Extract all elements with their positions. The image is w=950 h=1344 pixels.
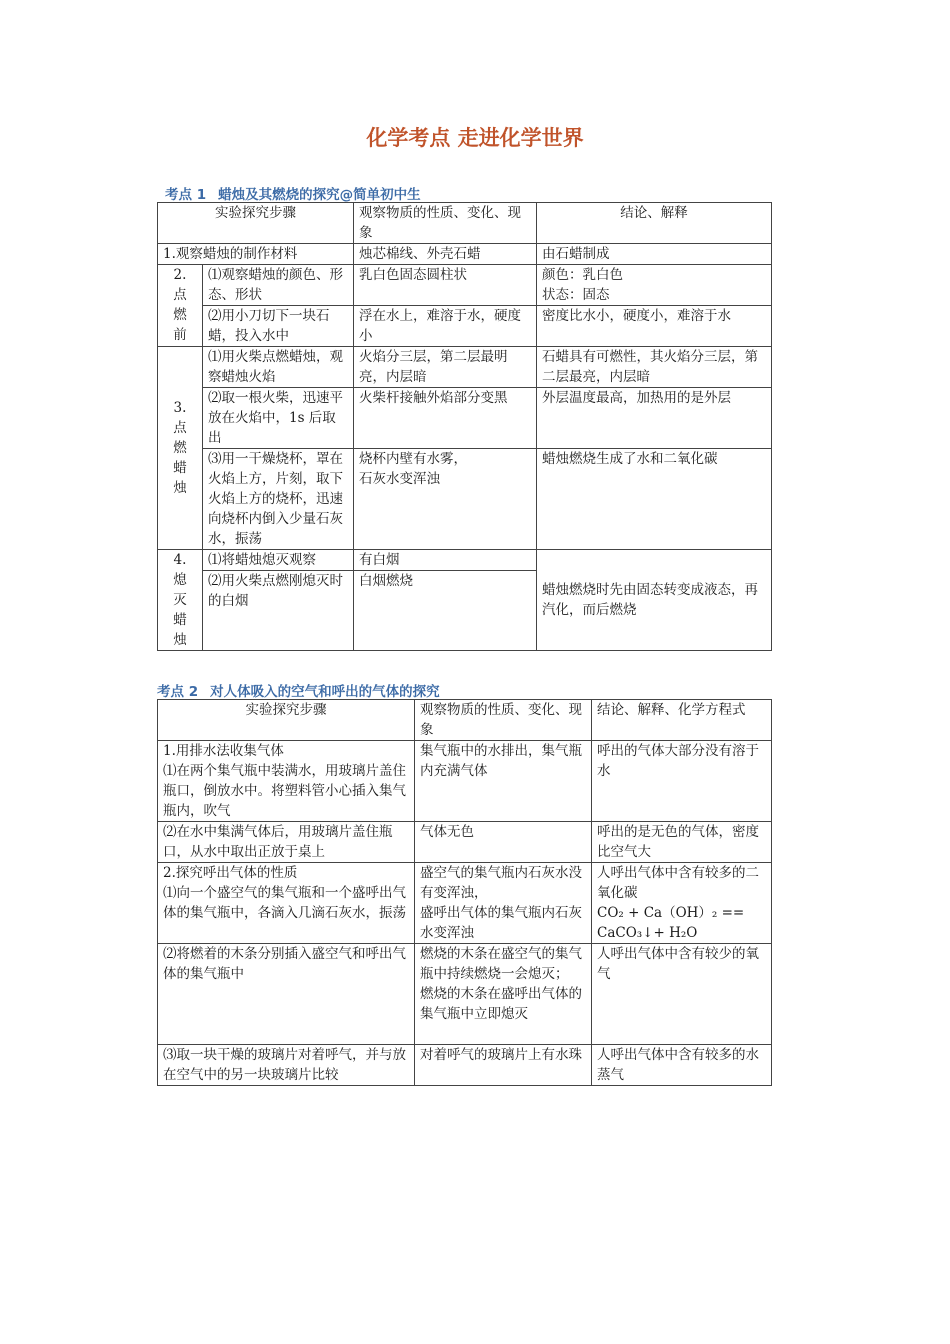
observation-cell: 火焰分三层，第二层最明亮，内层暗 xyxy=(354,347,537,388)
group-label: 4. 熄 灭 蜡 烛 xyxy=(158,550,203,651)
step-cell: 1.用排水法收集气体 ⑴在两个集气瓶中装满水，用玻璃片盖住瓶口，倒放水中。将塑料管小心插入集气瓶内，吹气 xyxy=(158,741,415,822)
observation-cell: 烛芯棉线、外壳石蜡 xyxy=(354,244,537,265)
table-row xyxy=(158,306,772,347)
table-row xyxy=(158,449,772,550)
observation-cell: 对着呼气的玻璃片上有水珠 xyxy=(415,1045,592,1086)
observation-cell: 集气瓶中的水排出，集气瓶内充满气体 xyxy=(415,741,592,822)
observation-cell: 火柴杆接触外焰部分变黑 xyxy=(354,388,537,449)
table-row xyxy=(158,822,772,863)
table-row xyxy=(158,863,772,944)
step-cell: 2.探究呼出气体的性质 ⑴向一个盛空气的集气瓶和一个盛呼出气体的集气瓶中，各滴入几滴石灰水，振荡 xyxy=(158,863,415,944)
section2-label: 考点 2 xyxy=(157,684,199,700)
section1-label: 考点 1 xyxy=(165,187,207,203)
conclusion-cell: 蜡烛燃烧时先由固态转变成液态，再汽化，而后燃烧 xyxy=(537,550,772,651)
conclusion-cell: 石蜡具有可燃性，其火焰分三层，第二层最亮，内层暗 xyxy=(537,347,772,388)
header-steps: 实验探究步骤 xyxy=(158,203,354,244)
header-observation: 观察物质的性质、变化、现象 xyxy=(415,700,592,741)
conclusion-cell: 由石蜡制成 xyxy=(537,244,772,265)
conclusion-text: 人呼出气体中含有较多的二氧化碳 xyxy=(597,865,759,901)
header-steps: 实验探究步骤 xyxy=(158,700,415,741)
step-cell: ⑶用一干燥烧杯，罩在火焰上方，片刻，取下火焰上方的烧杯，迅速向烧杯内倒入少量石灰水，振荡 xyxy=(203,449,354,550)
step-cell: ⑵用小刀切下一块石蜡，投入水中 xyxy=(203,306,354,347)
table-row xyxy=(158,347,772,388)
table-header-row xyxy=(158,700,772,741)
table-row xyxy=(158,1045,772,1086)
conclusion-cell: 呼出的气体大部分没有溶于水 xyxy=(592,741,772,822)
step-cell: ⑵用火柴点燃刚熄灭时的白烟 xyxy=(203,571,354,651)
table-row xyxy=(158,265,772,306)
table-row xyxy=(158,244,772,265)
header-conclusion: 结论、解释、化学方程式 xyxy=(592,700,772,741)
conclusion-cell: 人呼出气体中含有较少的氧气 xyxy=(592,944,772,1045)
table-row xyxy=(158,388,772,449)
conclusion-cell: 外层温度最高，加热用的是外层 xyxy=(537,388,772,449)
step-cell: ⑴观察蜡烛的颜色、形态、形状 xyxy=(203,265,354,306)
observation-cell: 白烟燃烧 xyxy=(354,571,537,651)
equation-line-1: CO₂ + Ca（OH）₂ == xyxy=(597,905,745,921)
observation-cell: 乳白色固态圆柱状 xyxy=(354,265,537,306)
group-label: 3. 点 燃 蜡 烛 xyxy=(158,347,203,550)
conclusion-cell: 呼出的是无色的气体，密度比空气大 xyxy=(592,822,772,863)
step-cell: ⑴将蜡烛熄灭观察 xyxy=(203,550,354,571)
observation-cell: 气体无色 xyxy=(415,822,592,863)
section2-heading xyxy=(157,680,440,700)
equation-line-2: CaCO₃↓+ H₂O xyxy=(597,925,698,941)
header-conclusion: 结论、解释 xyxy=(537,203,772,244)
step-cell: 1.观察蜡烛的制作材料 xyxy=(158,244,354,265)
group-label: 2. 点 燃 前 xyxy=(158,265,203,347)
observation-cell: 燃烧的木条在盛空气的集气瓶中持续燃烧一会熄灭； 燃烧的木条在盛呼出气体的集气瓶中立即熄灭 xyxy=(415,944,592,1045)
conclusion-cell: 密度比水小，硬度小，难溶于水 xyxy=(537,306,772,347)
section1-table xyxy=(157,202,772,651)
page-title: 化学考点 走进化学世界 xyxy=(366,126,584,150)
conclusion-cell: 人呼出气体中含有较多的水蒸气 xyxy=(592,1045,772,1086)
step-cell: ⑴用火柴点燃蜡烛，观察蜡烛火焰 xyxy=(203,347,354,388)
observation-cell: 有白烟 xyxy=(354,550,537,571)
table-row xyxy=(158,741,772,822)
step-cell: ⑶取一块干燥的玻璃片对着呼气，并与放在空气中的另一块玻璃片比较 xyxy=(158,1045,415,1086)
conclusion-cell: 颜色：乳白色 状态：固态 xyxy=(537,265,772,306)
observation-cell: 浮在水上，难溶于水，硬度小 xyxy=(354,306,537,347)
section2-table xyxy=(157,699,772,1086)
step-cell: ⑵在水中集满气体后，用玻璃片盖住瓶口，从水中取出正放于桌上 xyxy=(158,822,415,863)
observation-cell: 盛空气的集气瓶内石灰水没有变浑浊， 盛呼出气体的集气瓶内石灰水变浑浊 xyxy=(415,863,592,944)
table-header-row xyxy=(158,203,772,244)
conclusion-cell xyxy=(592,863,772,944)
conclusion-cell: 蜡烛燃烧生成了水和二氧化碳 xyxy=(537,449,772,550)
section1-heading xyxy=(165,183,421,203)
observation-cell: 烧杯内壁有水雾， 石灰水变浑浊 xyxy=(354,449,537,550)
section2-title: 对人体吸入的空气和呼出的气体的探究 xyxy=(210,684,440,700)
table-row xyxy=(158,550,772,571)
step-cell: ⑵取一根火柴，迅速平放在火焰中，1s 后取出 xyxy=(203,388,354,449)
section1-title: 蜡烛及其燃烧的探究@简单初中生 xyxy=(218,187,421,203)
header-observation: 观察物质的性质、变化、现象 xyxy=(354,203,537,244)
table-row xyxy=(158,944,772,1045)
step-cell: ⑵将燃着的木条分别插入盛空气和呼出气体的集气瓶中 xyxy=(158,944,415,1045)
